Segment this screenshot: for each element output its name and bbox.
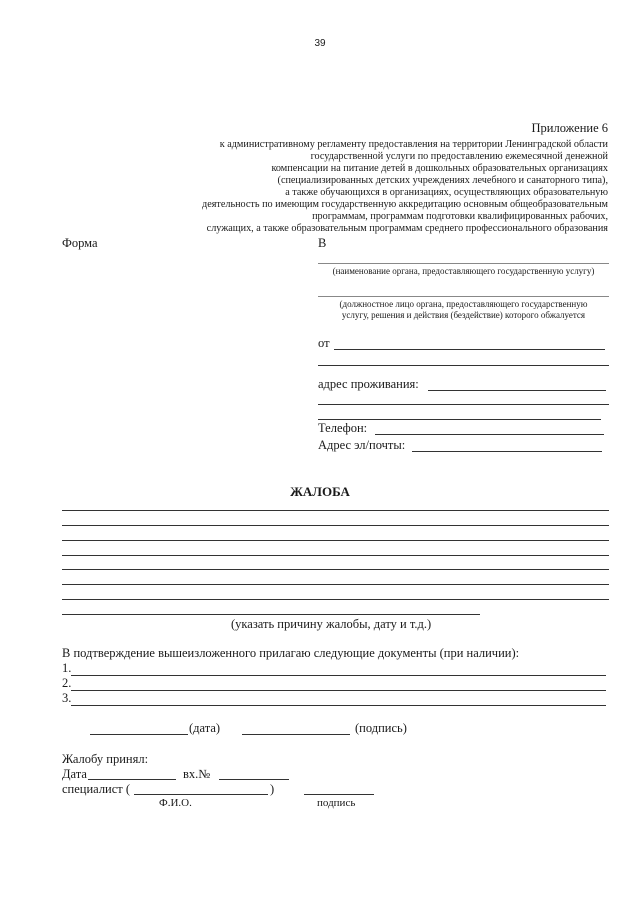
confirm-text: В подтверждение вышеизложенного прилагаю следующие документы (при наличии): xyxy=(62,646,520,660)
organ-caption: (наименование органа, предоставляющего государственную услугу) xyxy=(332,266,595,276)
address-label: адрес проживания: xyxy=(318,377,419,391)
doc-number: 2. xyxy=(62,676,72,690)
accept-date-label: Дата xyxy=(62,767,87,781)
reason-caption: (указать причину жалобы, дату и т.д.) xyxy=(231,617,432,631)
address-field-extra-1[interactable] xyxy=(318,404,609,405)
email-label: Адрес эл/почты: xyxy=(318,438,406,452)
organ-name-line[interactable] xyxy=(318,263,609,264)
specialist-close-paren: ) xyxy=(270,782,275,796)
incoming-number-label: вх.№ xyxy=(183,767,211,781)
from-label: от xyxy=(318,336,330,350)
official-line[interactable] xyxy=(318,296,609,297)
doc-number: 1. xyxy=(62,661,72,675)
specialist-name-field[interactable] xyxy=(134,794,268,795)
complaint-text-line[interactable] xyxy=(62,614,480,615)
doc-field-1[interactable] xyxy=(71,675,606,676)
regulation-line: (специализированных детских учреждениях лечебного и санаторного типа), xyxy=(277,175,608,186)
complaint-title: ЖАЛОБА xyxy=(290,484,350,499)
official-caption-1: (должностное лицо органа, предоставляющего государственную xyxy=(339,299,588,309)
from-field[interactable] xyxy=(334,349,605,350)
regulation-line: а также обучающихся в организациях, осуществляющих образовательную xyxy=(285,187,608,198)
specialist-signature-field[interactable] xyxy=(304,794,374,795)
complaint-text-line[interactable] xyxy=(62,540,609,541)
regulation-line: государственной услуги по предоставлению ежемесячной денежной xyxy=(310,151,608,162)
specialist-label: специалист ( xyxy=(62,782,131,796)
date-caption: (дата) xyxy=(189,721,221,735)
regulation-line: служащих, а также образовательным программам среднего профессионального образования xyxy=(206,223,608,234)
regulation-line: программам, программам подготовки квалифицированных рабочих, xyxy=(312,211,608,222)
page-number: 39 xyxy=(314,38,326,49)
complaint-text-line[interactable] xyxy=(62,525,609,526)
signature-caption: (подпись) xyxy=(355,721,407,735)
complaint-text-line[interactable] xyxy=(62,555,609,556)
complaint-text-line[interactable] xyxy=(62,584,609,585)
regulation-line: компенсации на питание детей в дошкольных образовательных организациях xyxy=(271,163,608,174)
regulation-line: деятельность по имеющим государственную аккредитацию основным общеобразовательным xyxy=(202,199,608,210)
doc-field-2[interactable] xyxy=(71,690,606,691)
addressee-prefix: В xyxy=(318,236,327,250)
address-field[interactable] xyxy=(428,390,606,391)
phone-field[interactable] xyxy=(375,434,604,435)
regulation-line: к административному регламенту предоставления на территории Ленинградской области xyxy=(219,139,608,150)
doc-field-3[interactable] xyxy=(71,705,606,706)
accept-date-field[interactable] xyxy=(88,779,176,780)
from-field-extra[interactable] xyxy=(318,365,609,366)
accepted-label: Жалобу принял: xyxy=(62,752,149,766)
appendix-title: Приложение 6 xyxy=(531,121,608,135)
address-field-extra-2[interactable] xyxy=(318,419,601,420)
official-caption-2: услугу, решения и действия (бездействие) которого обжалуется xyxy=(341,310,586,320)
specialist-signature-caption: подпись xyxy=(317,797,356,809)
fio-caption: Ф.И.О. xyxy=(159,797,192,809)
complaint-text-line[interactable] xyxy=(62,599,609,600)
complaint-text-line[interactable] xyxy=(62,510,609,511)
incoming-number-field[interactable] xyxy=(219,779,289,780)
signature-field[interactable] xyxy=(242,734,350,735)
doc-number: 3. xyxy=(62,691,72,705)
email-field[interactable] xyxy=(412,451,602,452)
phone-label: Телефон: xyxy=(318,421,368,435)
complaint-text-line[interactable] xyxy=(62,569,609,570)
form-label: Форма xyxy=(62,236,98,250)
date-field[interactable] xyxy=(90,734,188,735)
